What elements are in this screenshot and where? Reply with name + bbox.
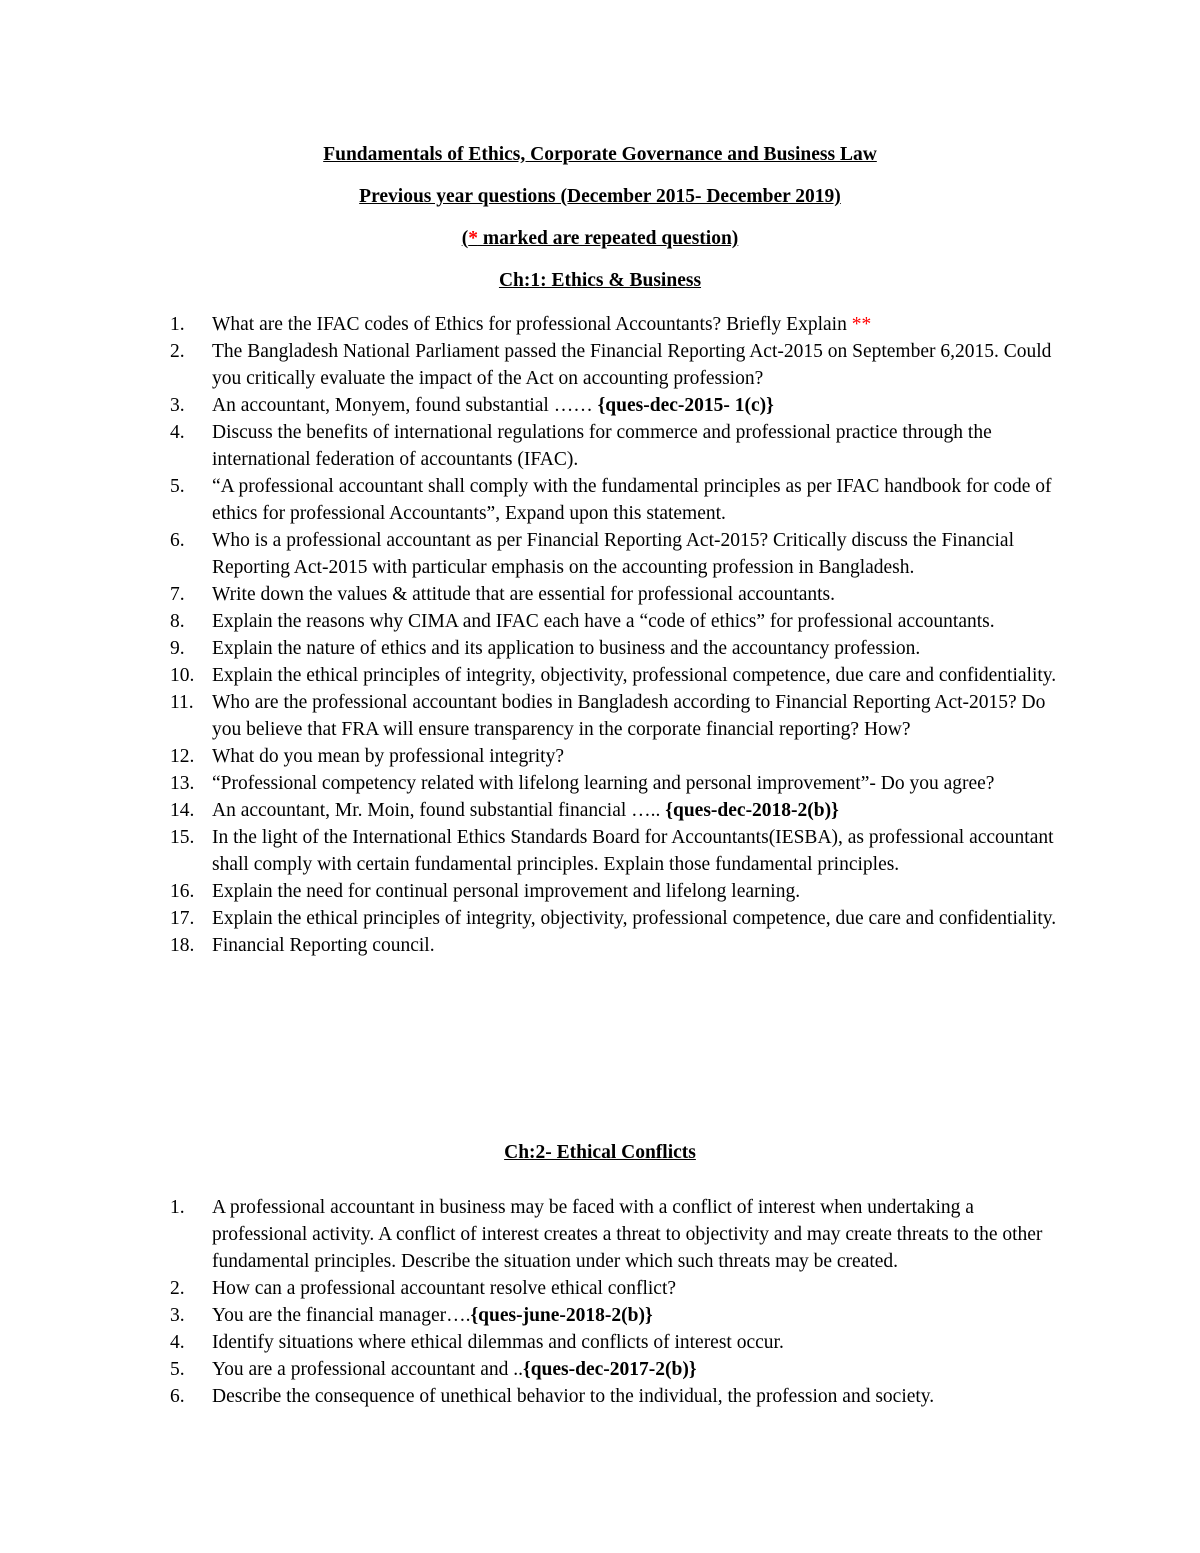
chapter1-heading: Ch:1: Ethics & Business (498, 270, 702, 291)
question-text: The Bangladesh National Parliament passed the Financial Reporting Act-2015 on September 6,2015. Could you critically evaluate the impact of the Act on accounting profession? (212, 341, 1052, 389)
question-number: 4. (170, 422, 185, 443)
note-open-paren: ( (461, 228, 469, 249)
question-number: 17. (170, 908, 195, 929)
question-number: 7. (170, 584, 185, 605)
question-item (0, 392, 1068, 419)
question-text: Discuss the benefits of international regulations for commerce and professional practice through the international federation of accountants (IFAC). (212, 422, 992, 470)
question-text: An accountant, Mr. Moin, found substantial financial ….. (212, 800, 666, 821)
question-number: 1. (170, 1197, 185, 1218)
question-item (0, 473, 1068, 527)
document-title: Fundamentals of Ethics, Corporate Governance and Business Law (323, 144, 877, 165)
question-reference: {ques-june-2018-2(b)} (470, 1305, 653, 1326)
question-item (0, 797, 1068, 824)
question-item (0, 662, 1068, 689)
question-item (0, 608, 1068, 635)
question-reference: {ques-dec-2017-2(b)} (523, 1359, 697, 1380)
question-item (0, 1302, 1068, 1329)
question-item (0, 527, 1068, 581)
question-reference: {ques-dec-2015- 1(c)} (597, 395, 774, 416)
question-number: 10. (170, 665, 195, 686)
question-number: 6. (170, 530, 185, 551)
question-text: Explain the nature of ethics and its application to business and the accountancy profession. (212, 638, 921, 659)
question-item (0, 770, 1068, 797)
question-item (0, 743, 1068, 770)
question-text: “A professional accountant shall comply with the fundamental principles as per IFAC handbook for code of ethics for professional Accountants”, Expand upon this statement. (212, 476, 1052, 524)
question-item (0, 1383, 1068, 1410)
question-text: Financial Reporting council. (212, 935, 435, 956)
repeated-question-note (0, 227, 1200, 251)
question-item (0, 635, 1068, 662)
question-item (0, 338, 1068, 392)
question-number: 13. (170, 773, 195, 794)
question-text: In the light of the International Ethics Standards Board for Accountants(IESBA), as professional accountant shall comply with certain fundamental principles. Explain those fundamental principles. (212, 827, 1054, 875)
question-item (0, 689, 1068, 743)
question-number: 8. (170, 611, 185, 632)
question-item (0, 419, 1068, 473)
question-number: 5. (170, 476, 185, 497)
question-item (0, 1194, 1068, 1275)
question-text: Describe the consequence of unethical behavior to the individual, the profession and society. (212, 1386, 935, 1407)
question-number: 6. (170, 1386, 185, 1407)
question-text: A professional accountant in business may be faced with a conflict of interest when undertaking a professional activity. A conflict of interest creates a threat to objectivity and may create threats to the other fundamental principles. Describe the situation under which such threats may be created. (212, 1197, 1043, 1272)
question-number: 3. (170, 1305, 185, 1326)
chapter2-question-list (0, 1194, 1200, 1410)
question-item (0, 824, 1068, 878)
question-text: Explain the reasons why CIMA and IFAC each have a “code of ethics” for professional accountants. (212, 611, 995, 632)
question-number: 9. (170, 638, 185, 659)
question-text: Explain the ethical principles of integrity, objectivity, professional competence, due care and confidentiality. (212, 908, 1057, 929)
question-text: Explain the need for continual personal improvement and lifelong learning. (212, 881, 801, 902)
question-number: 4. (170, 1332, 185, 1353)
question-number: 11. (170, 692, 194, 713)
question-text: How can a professional accountant resolve ethical conflict? (212, 1278, 677, 1299)
repeated-mark: ** (851, 314, 872, 335)
question-item (0, 1329, 1068, 1356)
question-text: What do you mean by professional integrity? (212, 746, 564, 767)
question-item (0, 311, 1068, 338)
question-item (0, 932, 1068, 959)
question-item (0, 581, 1068, 608)
repeated-star-mark: * (468, 228, 478, 249)
question-item (0, 1275, 1068, 1302)
question-text: Write down the values & attitude that are essential for professional accountants. (212, 584, 836, 605)
question-item (0, 1356, 1068, 1383)
chapter1-question-list (0, 311, 1200, 959)
question-number: 5. (170, 1359, 185, 1380)
question-number: 1. (170, 314, 185, 335)
question-item (0, 905, 1068, 932)
question-number: 12. (170, 746, 195, 767)
question-number: 16. (170, 881, 195, 902)
question-text: What are the IFAC codes of Ethics for professional Accountants? Briefly Explain (212, 314, 852, 335)
question-number: 2. (170, 1278, 185, 1299)
question-text: Who are the professional accountant bodies in Bangladesh according to Financial Reporting Act-2015? Do you believe that FRA will ensure transparency in the corporate financial reporting? How? (212, 692, 1046, 740)
question-number: 18. (170, 935, 195, 956)
document-subtitle: Previous year questions (December 2015- December 2019) (359, 186, 841, 207)
question-text: Explain the ethical principles of integrity, objectivity, professional competence, due care and confidentiality. (212, 665, 1057, 686)
question-text: You are the financial manager…. (212, 1305, 471, 1326)
question-number: 2. (170, 341, 185, 362)
question-text: Identify situations where ethical dilemmas and conflicts of interest occur. (212, 1332, 784, 1353)
question-number: 14. (170, 800, 195, 821)
question-number: 3. (170, 395, 185, 416)
question-number: 15. (170, 827, 195, 848)
question-item (0, 878, 1068, 905)
note-text: marked are repeated question) (477, 228, 739, 249)
question-text: “Professional competency related with lifelong learning and personal improvement”- Do you agree? (212, 773, 995, 794)
chapter2-heading: Ch:2- Ethical Conflicts (504, 1142, 696, 1163)
question-text: An accountant, Monyem, found substantial …… (212, 395, 598, 416)
question-text: Who is a professional accountant as per Financial Reporting Act-2015? Critically discuss the Financial Reporting Act-2015 with particular emphasis on the accounting profession in Bangladesh. (212, 530, 1015, 578)
question-text: You are a professional accountant and .. (212, 1359, 524, 1380)
question-reference: {ques-dec-2018-2(b)} (665, 800, 839, 821)
